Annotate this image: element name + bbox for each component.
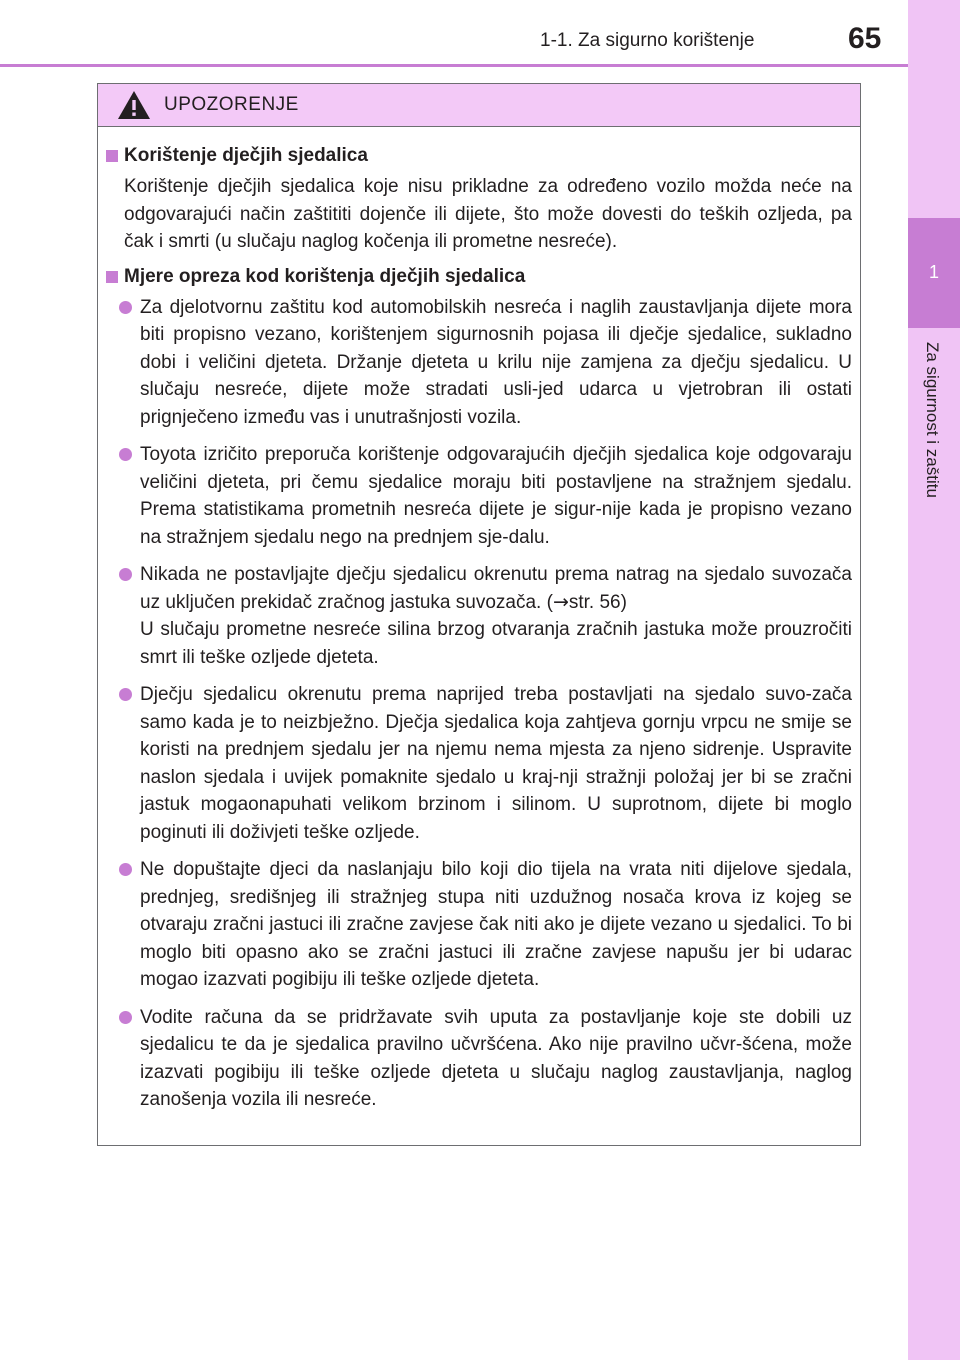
square-bullet-icon (106, 271, 118, 283)
warning-header (98, 84, 860, 127)
warning-box (97, 83, 861, 1146)
bullet-text: Ne dopuštajte djeci da naslanjaju bilo koji dio tijela na vrata niti dijelove sjedala, prednjeg, središnjeg ili stražnjeg stupa niti uzdužnog nosača krova iz kojeg se otvaraju zračni jastuci ili zračne zavjese čak niti ako je dijete vezano u sjedalici. To bi moglo biti opasno ako se zračni jastuci ili zračne zavjese napušu jer bi udarac mogao izazvati pogibiju ili teške ozljede djeteta. (140, 859, 852, 990)
chapter-side-tab (908, 0, 960, 1360)
chapter-number: 1 (928, 262, 939, 282)
bullet-text: Toyota izričito preporuča korištenje odgovarajućih dječjih sjedalica koje odgovaraju veličini djeteta, pri čemu sjedalice moraju biti postavljene na stražnjem sjedalu. Prema statistikama prometnih nesreća dijete je sigur-nije kada je propisno vezano na stražnjem sjedalu nego na prednjem sje-dalu. (140, 444, 852, 548)
bullet-dot-icon (119, 301, 132, 314)
header-divider (0, 64, 908, 67)
bullet-item (140, 681, 852, 846)
bullet-item (140, 441, 852, 551)
bullet-text: Dječju sjedalicu okrenutu prema naprijed treba postavljati na sjedalo suvo-zača samo kada je to neizbježno. Dječja sjedalica koja zahtjeva gornju vrpcu ne smije se koristi na prednjem sjedalu jer na njemu nema mjesta za njeno sidrenje. Uspravite naslon sjedala i uvijek pomaknite sjedalo u kraj-nji stražnji položaj jer bi se zračni jastuk mogaonapuhati velikom brzinom i silinom. U suprotnom, dijete bi moglo poginuti ili doživjeti teške ozljede. (140, 684, 852, 843)
section-heading (106, 145, 852, 167)
warning-content (98, 127, 860, 1114)
bullet-item (140, 1004, 852, 1114)
bullet-dot-icon (119, 1011, 132, 1024)
bullet-dot-icon (119, 568, 132, 581)
bullet-text: Vodite računa da se pridržavate svih uputa za postavljanje koje ste dobili uz sjedalicu te da je sjedalica pravilno učvršćena. Ako nije pravilno učvr-šćena, može izazvati pogibiju ili teške ozljede djeteta u slučaju naglog zaustavljanja, naglog zanošenja vozila ili nesreće. (140, 1006, 852, 1110)
bullet-text (140, 561, 852, 616)
bullet-dot-icon (119, 688, 132, 701)
page-number: 65 (848, 22, 882, 55)
chapter-title: Za sigurnost i zaštitu (923, 342, 942, 498)
section-heading-text: Korištenje dječjih sjedalica (124, 145, 368, 166)
section-body: Korištenje dječjih sjedalica koje nisu prikladne za određeno vozilo možda neće na odgovarajući način zaštititi dojenče ili dijete, što može dovesti do teških ozljeda, pa čak i smrti (u slučaju naglog kočenja ili prometne nesreće). (124, 176, 852, 252)
bullet-item (140, 561, 852, 671)
bullet-dot-icon (119, 863, 132, 876)
section-heading-text: Mjere opreza kod korištenja dječjih sjedalica (124, 265, 526, 287)
running-header-title: 1-1. Za sigurno korištenje (540, 30, 755, 51)
bullet-dot-icon (119, 448, 132, 461)
page-reference-open: ( (546, 591, 553, 613)
square-bullet-icon (106, 150, 118, 162)
page-reference[interactable]: str. 56) (568, 591, 627, 613)
bullet-text: Za djelotvornu zaštitu kod automobilskih nesreća i naglih zaustavljanja dijete mora biti propisno vezano, korištenjem sigurnosnih pojasa ili dječje sjedalice, sukladno dobi i veličini djeteta. Držanje djeteta u krilu nije zamjena za dječju sjedalicu. U slučaju nesreće, dijete može stradati usli-jed udarca u vjetrobran ili ostati prignječeno između vas i unutrašnjosti vozila. (140, 296, 852, 428)
bullet-text-extra: U slučaju prometne nesreće silina brzog otvaranja zračnih jastuka može prouzročiti smrt ili teške ozljede djeteta. (140, 619, 852, 668)
warning-triangle-icon (116, 89, 152, 121)
bullet-text-main: Nikada ne postavljajte dječju sjedalicu okrenutu prema natrag na sjedalo suvozača uz uključen prekidač zračnog jastuka suvozača. (140, 564, 852, 613)
warning-title: UPOZORENJE (164, 94, 299, 115)
arrow-right-icon: → (552, 590, 569, 613)
section-heading (106, 266, 852, 288)
bullet-item (140, 856, 852, 994)
bullet-item (140, 294, 852, 432)
